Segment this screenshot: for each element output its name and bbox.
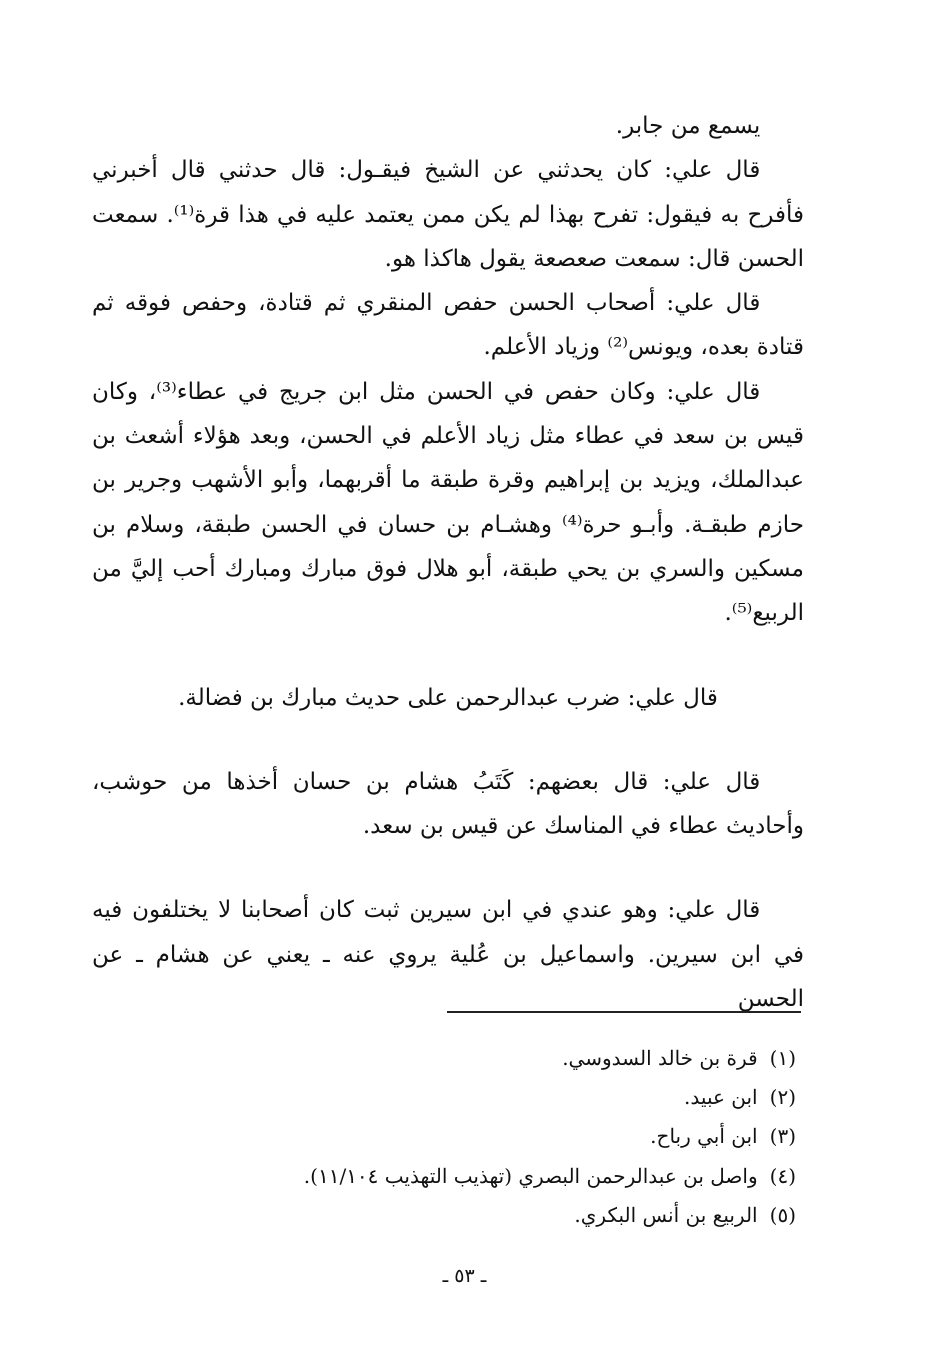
- footnote-number: (٥): [769, 1202, 796, 1227]
- footnote-item: [150, 1157, 796, 1196]
- footnote-item: [150, 1039, 796, 1078]
- paragraph-narration-5: قال علي: قال بعضهم: كَتَبُ هشام بن حسان أخذها من حوشب، وأحاديث عطاء في المناسك عن قيس بن سعد.: [92, 768, 804, 840]
- footnote-number: (٤): [769, 1163, 796, 1188]
- paragraph-narration-6: قال علي: وهو عندي في ابن سيرين ثبت كان أصحابنا لا يختلفون فيه في ابن سيرين. واسماعيل بن عُلية يروي عنه ـ يعني عن هشام ـ عن الحسن: [92, 897, 804, 1013]
- footnote-number: (٢): [769, 1085, 796, 1110]
- footnote-divider: [447, 1011, 801, 1013]
- main-text: [92, 104, 804, 1021]
- paragraph-narration-3: قال علي: وكان حفص في الحسن مثل ابن جريج في عطاء⁽³⁾، وكان قيس بن سعد في عطاء مثل زياد الأعلم في الحسن، وبعد هؤلاء أشعث بن عبدالملك، ويزيد بن إبراهيم وقرة طبقة ما أقربهما، وأبو الأشهب وجرير بن حازم طبقـة. وأبـو حرة⁽⁴⁾ وهشـام بن حسان في الحسن طبقة، وسلام بن مسكين والسري بن يحي طبقة، أبو هلال فوق مبارك ومبارك أحب إليَّ من الربيع⁽⁵⁾.: [92, 378, 804, 627]
- paragraph-narration-1: قال علي: كان يحدثني عن الشيخ فيقـول: قال حدثني قال أخبرني فأفرح به فيقول: تفرح بهذا لم يكن ممن يعتمد عليه في هذا قرة⁽¹⁾. سمعت الحسن قال: سمعت صعصعة يقول هاكذا هو.: [92, 157, 804, 272]
- paragraph-continuation: يسمع من جابر.: [615, 113, 761, 139]
- footnote-text: الربيع بن أنس البكري.: [574, 1202, 758, 1227]
- footnote-text: ابن أبي رباح.: [650, 1124, 758, 1149]
- footnote-text: ابن عبيد.: [684, 1085, 758, 1110]
- footnote-number: (١): [769, 1046, 796, 1070]
- footnote-item: [150, 1117, 796, 1156]
- footnote-number: (٣): [769, 1124, 796, 1149]
- page-number: ـ ٥٣ ـ: [442, 1265, 487, 1287]
- footnote-item: [150, 1196, 796, 1235]
- footnotes: [150, 1039, 796, 1235]
- footnote-item: [150, 1078, 796, 1117]
- footnote-text: قرة بن خالد السدوسي.: [562, 1046, 758, 1070]
- paragraph-narration-2: قال علي: أصحاب الحسن حفص المنقري ثم قتادة، وحفص فوقه ثم قتادة بعده، ويونس⁽²⁾ وزياد الأعلم.: [92, 290, 804, 361]
- footnote-text: واصل بن عبدالرحمن البصري (تهذيب التهذيب ١١/١٠٤).: [303, 1163, 758, 1188]
- paragraph-narration-4: قال علي: ضرب عبدالرحمن على حديث مبارك بن فضالة.: [178, 684, 718, 711]
